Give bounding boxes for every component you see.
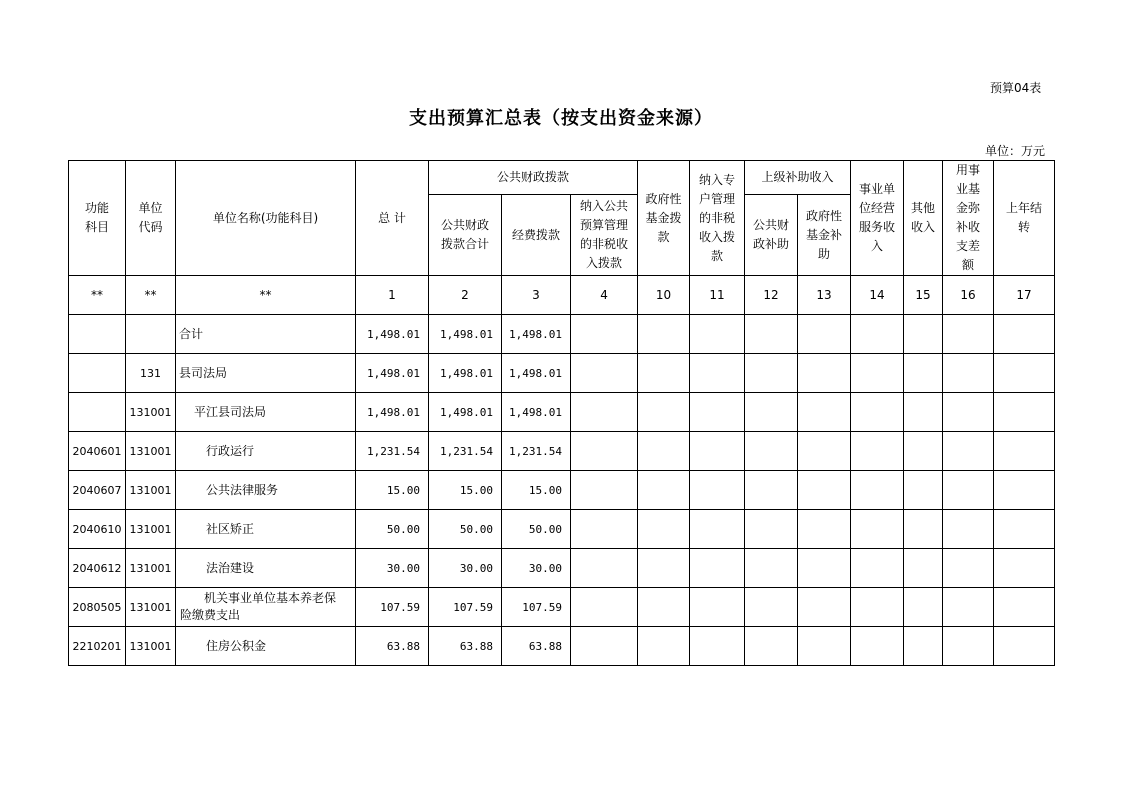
table-row: 合计 1,498.01 1,498.01 1,498.01 [69,315,1055,354]
table-row: 2080505 131001 机关事业单位基本养老保 险缴费支出 107.59 107.59 107.59 [69,588,1055,627]
header-unit-code: 单位代码 [126,161,176,276]
table-row: 131001 平江县司法局 1,498.01 1,498.01 1,498.01 [69,393,1055,432]
header-nontax: 纳入公共预算管理的非税收入拨款 [571,195,638,276]
header-special-nontax: 纳入专户管理的非税收入拨款 [690,161,745,276]
header-upper-subsidy: 上级补助收入 [745,161,851,195]
header-func: 功能科目 [69,161,126,276]
header-public-fiscal: 公共财政拨款 [429,161,638,195]
header-upper-public: 公共财政补助 [745,195,798,276]
table-row: 2040601 131001 行政运行 1,231.54 1,231.54 1,231.54 [69,432,1055,471]
table-row: 2040612 131001 法治建设 30.00 30.00 30.00 [69,549,1055,588]
header-gov-fund: 政府性基金拨款 [638,161,690,276]
table-row: 131 县司法局 1,498.01 1,498.01 1,498.01 [69,354,1055,393]
table-row: 2040610 131001 社区矫正 50.00 50.00 50.00 [69,510,1055,549]
budget-table [68,160,1055,666]
header-other-income: 其他收入 [904,161,943,276]
code-row: ** ** ** 1 2 3 4 10 11 12 13 14 15 16 17 [69,276,1055,315]
table-row: 2040607 131001 公共法律服务 15.00 15.00 15.00 [69,471,1055,510]
header-public-fiscal-total: 公共财政拨款合计 [429,195,502,276]
table-row: 2210201 131001 住房公积金 63.88 63.88 63.88 [69,627,1055,666]
unit-label: 单位：万元 [985,144,1046,158]
header-total: 总 计 [356,161,429,276]
header-carry-over: 上年结转 [994,161,1055,276]
header-funding: 经费拨款 [502,195,571,276]
page-title: 支出预算汇总表（按支出资金来源） [409,108,713,129]
header-reserve: 用事业基金弥补收支差额 [943,161,994,276]
header-business-income: 事业单位经营服务收入 [851,161,904,276]
header-upper-gov: 政府性基金补助 [798,195,851,276]
header-name: 单位名称(功能科目) [176,161,356,276]
form-number: 预算04表 [990,81,1042,95]
